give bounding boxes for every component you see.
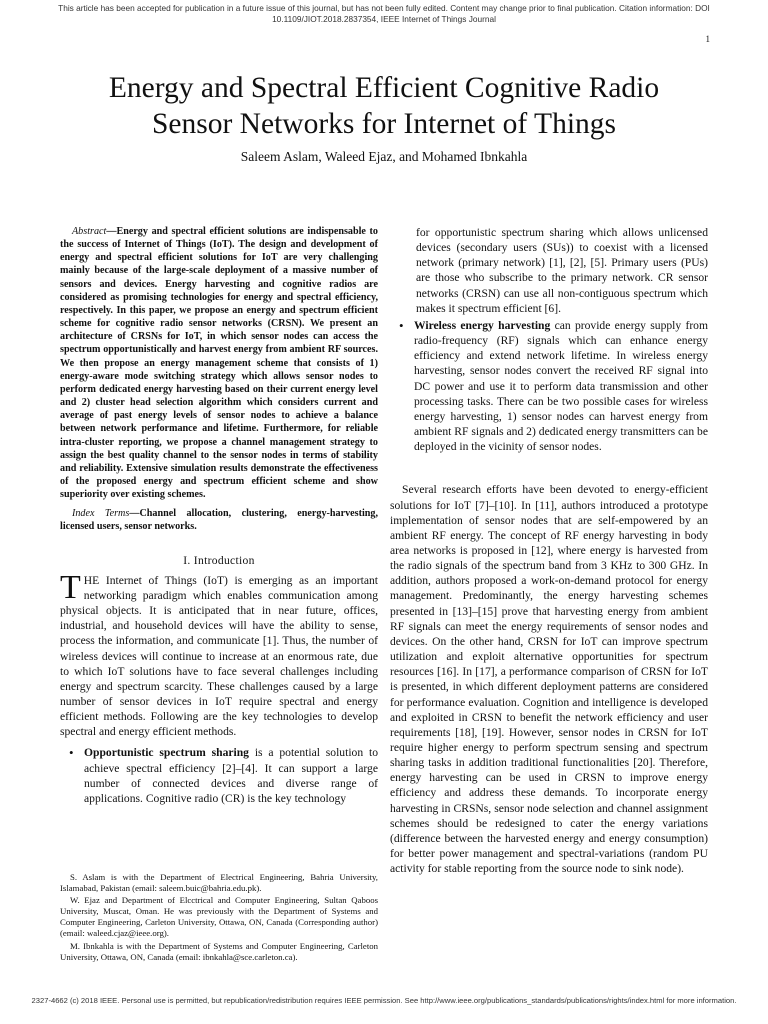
right-column [390, 225, 708, 876]
intro-text: HE Internet of Things (IoT) is emerging as an important networking paradigm which enables communication among physical objects. It is anticipated that in near future, offices, industrial, and household devices will have the ability to sense, process the information, and communicate [1]. Thus, the number of wireless devices will continue to increase at an enormous rate, due to which IoT solutions have to face several challenges including energy and spectrum scarcity. These challenges caused by a large number of sensor devices in IoT require spectral and energy efficient methods. Following are the key technologies to develop spectral and energy efficient methods. [60, 573, 378, 739]
footnote-1: S. Aslam is with the Department of Electrical Engineering, Bahria University, Islamabad, Pakistan (email: saleem.buic@bahria.edu.pk). [60, 872, 378, 894]
intro-paragraph [60, 568, 378, 740]
bullet-1-continued: for opportunistic spectrum sharing which allows unlicensed devices (secondary users (SUs)) to coexist with a licensed network (primary network) [1], [2], [5]. Primary users (PUs) are those who subscribe to the primary network. CR sensor networks (CRSN) can use all non-contiguous spectrum which makes it spectrum efficient [6]. [416, 226, 708, 315]
drop-cap: T [60, 568, 81, 606]
bullet-2-title: Wireless energy harvesting [414, 318, 551, 332]
footnote-2: W. Ejaz and Department of Elcctrical and Computer Engineering, Sultan Qaboos University, Muscat, Oman. He was previously with the Department of Systems and Computer Engineering, Carleton University, Ottawa, ON, Canada (Corresponding author) (email: waleed.cjaz@ieee.org). [60, 895, 378, 939]
list-item-spectrum-sharing [60, 745, 378, 806]
abstract-lead: Abstract [72, 226, 107, 237]
title-line-2: Sensor Networks for Internet of Things [152, 108, 616, 140]
section-heading-introduction: I. Introduction [183, 553, 255, 567]
publication-notice: This article has been accepted for publication in a future issue of this journal, but has not been fully edited. Content may change prior to final publication. Citation information: DOI 10.1109/JIOT.2018.2837354, IEEE Internet of Things Journal [58, 3, 710, 24]
index-terms [60, 507, 378, 533]
index-terms-text: —Channel allocation, clustering, energy-harvesting, licensed users, sensor networks. [60, 508, 378, 533]
abstract-text: —Energy and spectral efficient solutions are indispensable to the success of Internet of Things (IoT). The design and development of energy and spectral efficient solutions for IoT are very challenging mainly because of the large-scale deployment of a massive number of sensors and devices. Energy harvesting and cognitive radios are considered as promising technologies for energy and spectral efficiency, respectively. In this paper, we propose an energy and spectrum efficient scheme for cognitive radio sensor networks (CRSN). We present an architecture of CRSNs for IoT, in which sensor nodes can access the spectrum opportunistically and harvest energy from ambient RF sources. We then propose an energy management scheme that consists of 1) energy-aware mode switching strategy which allows sensor nodes to perform dedicated energy harvesting based on their current energy level and 2) cluster head selection algorithm which considers current and average of past energy levels of sensor nodes to achieve a balance between network performance and lifetime. Furthermore, for reliable intra-cluster reporting, we propose a channel management strategy to assign the best quality channel to the sensor nodes in terms of stability and reliability. Extensive simulation results demonstrate the effectiveness of the proposed energy and spectrum efficient scheme and show superiority over existing schemes. [60, 226, 378, 501]
list-item-energy-harvesting [390, 318, 708, 454]
left-column [60, 225, 378, 806]
technology-list-continued [390, 318, 708, 454]
footnote-3: M. Ibnkahla is with the Department of Systems and Computer Engineering, Carleton University, Ottawa, ON, Canada (email: ibnkahla@sce.carleton.ca). [60, 940, 378, 962]
technology-list [60, 745, 378, 806]
research-efforts-paragraph: Several research efforts have been devoted to energy-efficient solutions for IoT [7]–[10]. In [11], authors introduced a prototype implementation of sensor nodes that are self-empowered by an ambient RF energy. The concept of RF energy harvesting in body area networks is proposed in [12], where energy is harvested from the radio signals of the spectrum band from 3 KHz to 300 GHz. In addition, authors proposed a work-on-demand protocol for energy management. Predominantly, the energy harvesting schemes presented in [13]–[15] prove that harvesting energy from ambient RF signals can meet the energy requirements of sensor nodes and devices. On the other hand, CRSN for IoT can improve spectrum utilization and exploit alternative opportunities for spectrum resources [16]. In [17], a performance comparison of CRSN for IoT is presented, in which different deployment patterns are considered for performance evaluation. Cognition and intelligence is developed and exploited in CRSN to benefit the network efficiency and user requirements [18], [19]. However, sensor nodes in CRSN for IoT require higher energy to perform spectrum sensing and spectrum sharing tasks in addition traditional functionalities [20]. Therefore, energy harvesting can be used in CRSN to improve energy efficiency and address these demands. To incorporate energy harvesting in CRSNs, sensor node selection and channel assignment schemes should be redesigned to cater the energy variations (difference between the harvested energy and energy consumption) for better power management and spectral-variations (random PU activity for stable reporting from the source node to sink node). [390, 483, 708, 876]
bullet-2-text: can provide energy supply from radio-frequency (RF) signals which can enhance energy efficiency and extend network lifetime. In wireless energy harvesting, sensor nodes convert the received RF signal into DC power and use it to perform data transmission and other processing tasks. There can be two possible cases for wireless energy harvesting, 1) sensor nodes can harvest energy from ambient RF signals and 2) dedicated energy transmitters can be deployed in the vicinity of sensor nodes. [414, 318, 708, 454]
page-number: 1 [705, 34, 710, 44]
abstract [60, 225, 378, 501]
author-list: Saleem Aslam, Waleed Ejaz, and Mohamed Ibnkahla [240, 149, 528, 164]
footnotes [60, 872, 378, 964]
paper-title [0, 70, 768, 142]
title-line-1: Energy and Spectral Efficient Cognitive Radio [108, 72, 660, 104]
copyright-footer: 2327-4662 (c) 2018 IEEE. Personal use is permitted, but republication/redistribution requires IEEE permission. See http://www.ieee.org/publications_standards/publications/rights/index.html for more information. [31, 996, 737, 1005]
bullet-icon: • [399, 317, 404, 333]
bullet-1-text: is a potential solution to achieve spectral efficiency [2]–[4]. It can support a large number of connected devices and diverse range of applications. Cognitive radio (CR) is the key technology [84, 746, 378, 805]
bullet-1-title: Opportunistic spectrum sharing [84, 746, 249, 760]
bullet-icon: • [69, 745, 74, 761]
footnote-rule [60, 866, 120, 867]
index-terms-lead: Index Terms [72, 508, 130, 520]
